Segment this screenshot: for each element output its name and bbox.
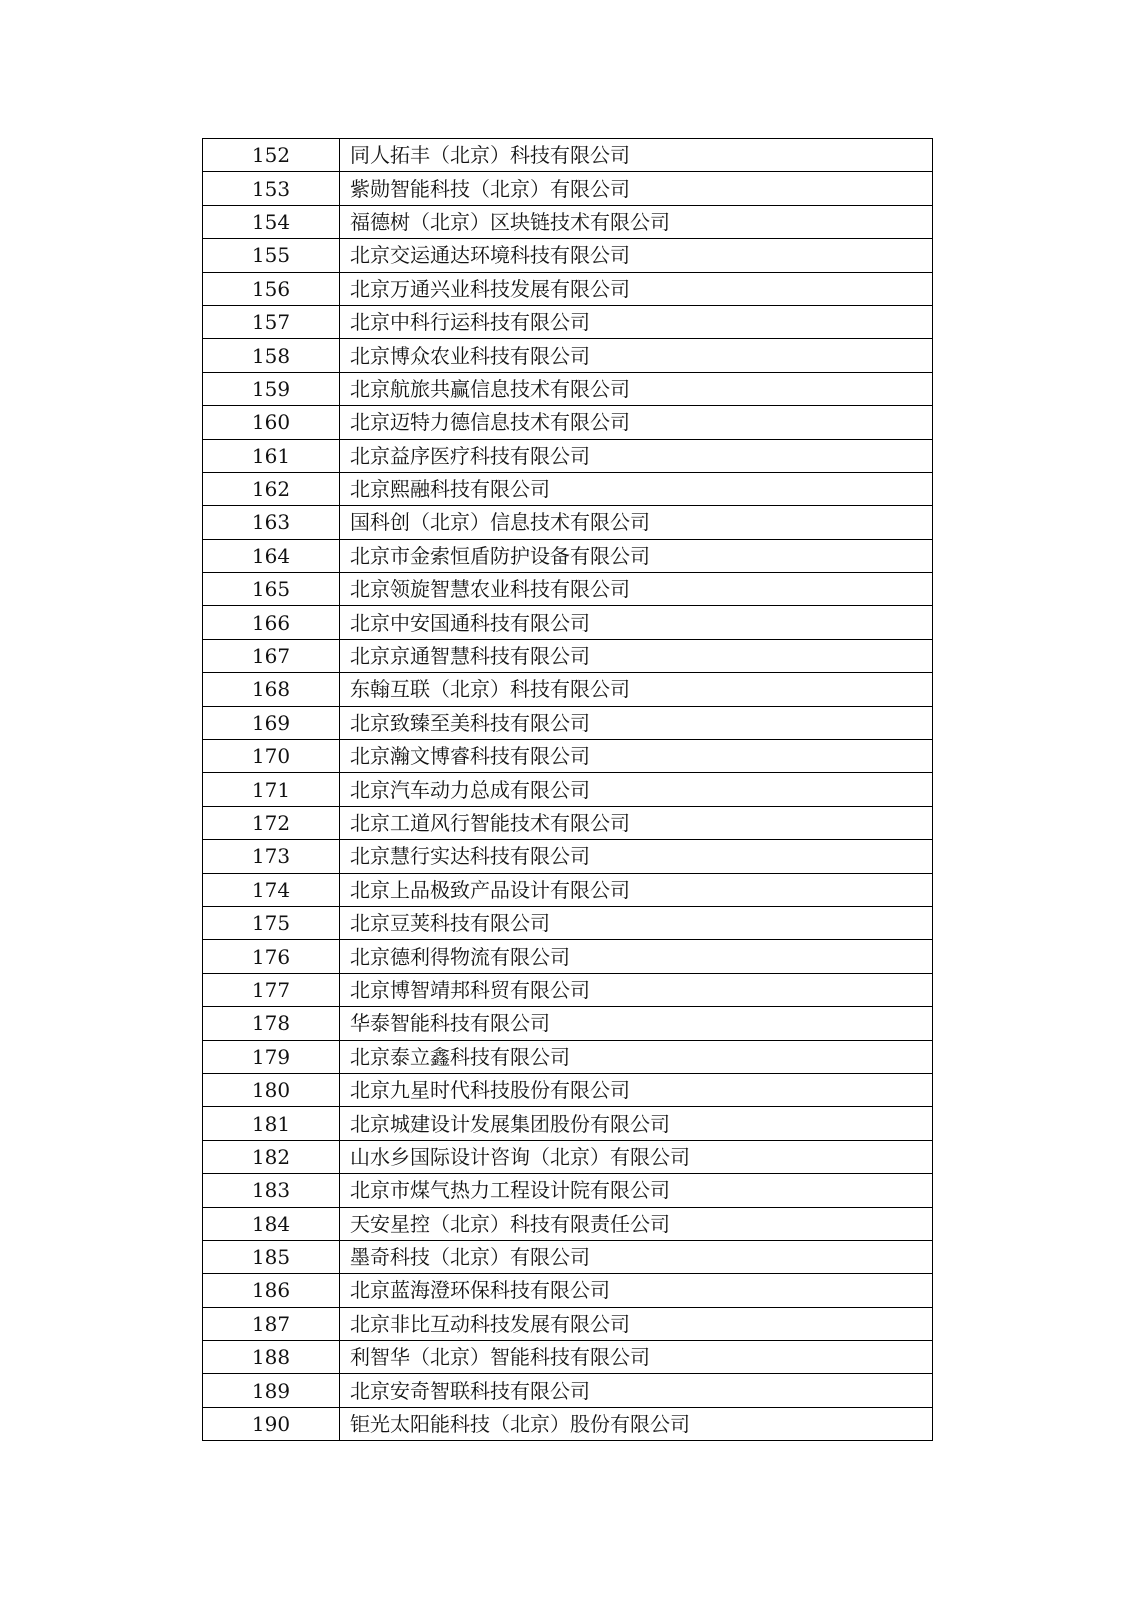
- company-name-cell: 国科创（北京）信息技术有限公司: [340, 506, 933, 539]
- company-name-cell: 北京博众农业科技有限公司: [340, 339, 933, 372]
- row-number-cell: 156: [203, 272, 340, 305]
- table-row: [203, 506, 933, 539]
- company-list-body: [203, 139, 933, 1441]
- table-row: [203, 1040, 933, 1073]
- row-number-cell: 188: [203, 1341, 340, 1374]
- row-number-cell: 170: [203, 740, 340, 773]
- row-number-cell: 164: [203, 539, 340, 572]
- row-number-cell: 180: [203, 1073, 340, 1106]
- row-number-cell: 169: [203, 706, 340, 739]
- table-row: [203, 1073, 933, 1106]
- row-number-cell: 165: [203, 573, 340, 606]
- company-name-cell: 紫勋智能科技（北京）有限公司: [340, 172, 933, 205]
- table-row: [203, 1374, 933, 1407]
- company-name-cell: 北京汽车动力总成有限公司: [340, 773, 933, 806]
- table-row: [203, 305, 933, 338]
- table-row: [203, 1140, 933, 1173]
- row-number-cell: 190: [203, 1407, 340, 1440]
- row-number-cell: 152: [203, 139, 340, 172]
- company-name-cell: 北京豆荚科技有限公司: [340, 906, 933, 939]
- company-name-cell: 北京安奇智联科技有限公司: [340, 1374, 933, 1407]
- company-name-cell: 北京致臻至美科技有限公司: [340, 706, 933, 739]
- row-number-cell: 176: [203, 940, 340, 973]
- table-row: [203, 1174, 933, 1207]
- table-row: [203, 1407, 933, 1440]
- row-number-cell: 157: [203, 305, 340, 338]
- company-name-cell: 北京迈特力德信息技术有限公司: [340, 406, 933, 439]
- company-name-cell: 北京上品极致产品设计有限公司: [340, 873, 933, 906]
- table-row: [203, 806, 933, 839]
- row-number-cell: 163: [203, 506, 340, 539]
- row-number-cell: 183: [203, 1174, 340, 1207]
- row-number-cell: 173: [203, 840, 340, 873]
- row-number-cell: 161: [203, 439, 340, 472]
- company-name-cell: 北京中科行运科技有限公司: [340, 305, 933, 338]
- table-row: [203, 906, 933, 939]
- table-row: [203, 940, 933, 973]
- company-name-cell: 利智华（北京）智能科技有限公司: [340, 1341, 933, 1374]
- company-name-cell: 北京博智靖邦科贸有限公司: [340, 973, 933, 1006]
- table-row: [203, 1341, 933, 1374]
- company-name-cell: 天安星控（北京）科技有限责任公司: [340, 1207, 933, 1240]
- company-name-cell: 北京航旅共赢信息技术有限公司: [340, 372, 933, 405]
- company-name-cell: 北京市金索恒盾防护设备有限公司: [340, 539, 933, 572]
- row-number-cell: 184: [203, 1207, 340, 1240]
- table-row: [203, 372, 933, 405]
- table-row: [203, 239, 933, 272]
- company-name-cell: 北京瀚文博睿科技有限公司: [340, 740, 933, 773]
- row-number-cell: 179: [203, 1040, 340, 1073]
- company-name-cell: 山水乡国际设计咨询（北京）有限公司: [340, 1140, 933, 1173]
- row-number-cell: 182: [203, 1140, 340, 1173]
- row-number-cell: 153: [203, 172, 340, 205]
- row-number-cell: 162: [203, 472, 340, 505]
- table-row: [203, 706, 933, 739]
- table-row: [203, 172, 933, 205]
- company-name-cell: 北京泰立鑫科技有限公司: [340, 1040, 933, 1073]
- company-name-cell: 北京中安国通科技有限公司: [340, 606, 933, 639]
- table-row: [203, 205, 933, 238]
- company-name-cell: 北京京通智慧科技有限公司: [340, 639, 933, 672]
- table-row: [203, 539, 933, 572]
- row-number-cell: 166: [203, 606, 340, 639]
- table-row: [203, 439, 933, 472]
- table-row: [203, 406, 933, 439]
- table-row: [203, 1307, 933, 1340]
- table-row: [203, 606, 933, 639]
- row-number-cell: 160: [203, 406, 340, 439]
- row-number-cell: 155: [203, 239, 340, 272]
- row-number-cell: 158: [203, 339, 340, 372]
- company-name-cell: 北京益序医疗科技有限公司: [340, 439, 933, 472]
- table-row: [203, 639, 933, 672]
- company-name-cell: 华泰智能科技有限公司: [340, 1007, 933, 1040]
- company-name-cell: 北京交运通达环境科技有限公司: [340, 239, 933, 272]
- company-name-cell: 北京领旋智慧农业科技有限公司: [340, 573, 933, 606]
- company-name-cell: 北京慧行实达科技有限公司: [340, 840, 933, 873]
- row-number-cell: 185: [203, 1240, 340, 1273]
- row-number-cell: 174: [203, 873, 340, 906]
- table-row: [203, 1107, 933, 1140]
- row-number-cell: 171: [203, 773, 340, 806]
- table-row: [203, 840, 933, 873]
- table-row: [203, 673, 933, 706]
- row-number-cell: 181: [203, 1107, 340, 1140]
- row-number-cell: 172: [203, 806, 340, 839]
- table-row: [203, 873, 933, 906]
- company-list-table: [202, 138, 933, 1441]
- row-number-cell: 187: [203, 1307, 340, 1340]
- table-row: [203, 773, 933, 806]
- row-number-cell: 167: [203, 639, 340, 672]
- row-number-cell: 154: [203, 205, 340, 238]
- table-row: [203, 1240, 933, 1273]
- table-row: [203, 139, 933, 172]
- company-name-cell: 北京德利得物流有限公司: [340, 940, 933, 973]
- table-row: [203, 472, 933, 505]
- table-row: [203, 740, 933, 773]
- row-number-cell: 177: [203, 973, 340, 1006]
- row-number-cell: 168: [203, 673, 340, 706]
- table-row: [203, 973, 933, 1006]
- row-number-cell: 178: [203, 1007, 340, 1040]
- company-name-cell: 北京市煤气热力工程设计院有限公司: [340, 1174, 933, 1207]
- table-row: [203, 339, 933, 372]
- table-row: [203, 1207, 933, 1240]
- row-number-cell: 189: [203, 1374, 340, 1407]
- company-name-cell: 北京熙融科技有限公司: [340, 472, 933, 505]
- table-row: [203, 1274, 933, 1307]
- company-name-cell: 墨奇科技（北京）有限公司: [340, 1240, 933, 1273]
- row-number-cell: 186: [203, 1274, 340, 1307]
- company-name-cell: 北京城建设计发展集团股份有限公司: [340, 1107, 933, 1140]
- company-name-cell: 东翰互联（北京）科技有限公司: [340, 673, 933, 706]
- company-name-cell: 北京工道风行智能技术有限公司: [340, 806, 933, 839]
- table-row: [203, 272, 933, 305]
- company-name-cell: 福德树（北京）区块链技术有限公司: [340, 205, 933, 238]
- row-number-cell: 159: [203, 372, 340, 405]
- company-name-cell: 同人拓丰（北京）科技有限公司: [340, 139, 933, 172]
- company-name-cell: 北京九星时代科技股份有限公司: [340, 1073, 933, 1106]
- table-row: [203, 1007, 933, 1040]
- company-name-cell: 北京蓝海澄环保科技有限公司: [340, 1274, 933, 1307]
- row-number-cell: 175: [203, 906, 340, 939]
- company-name-cell: 北京万通兴业科技发展有限公司: [340, 272, 933, 305]
- company-name-cell: 北京非比互动科技发展有限公司: [340, 1307, 933, 1340]
- company-name-cell: 钜光太阳能科技（北京）股份有限公司: [340, 1407, 933, 1440]
- table-row: [203, 573, 933, 606]
